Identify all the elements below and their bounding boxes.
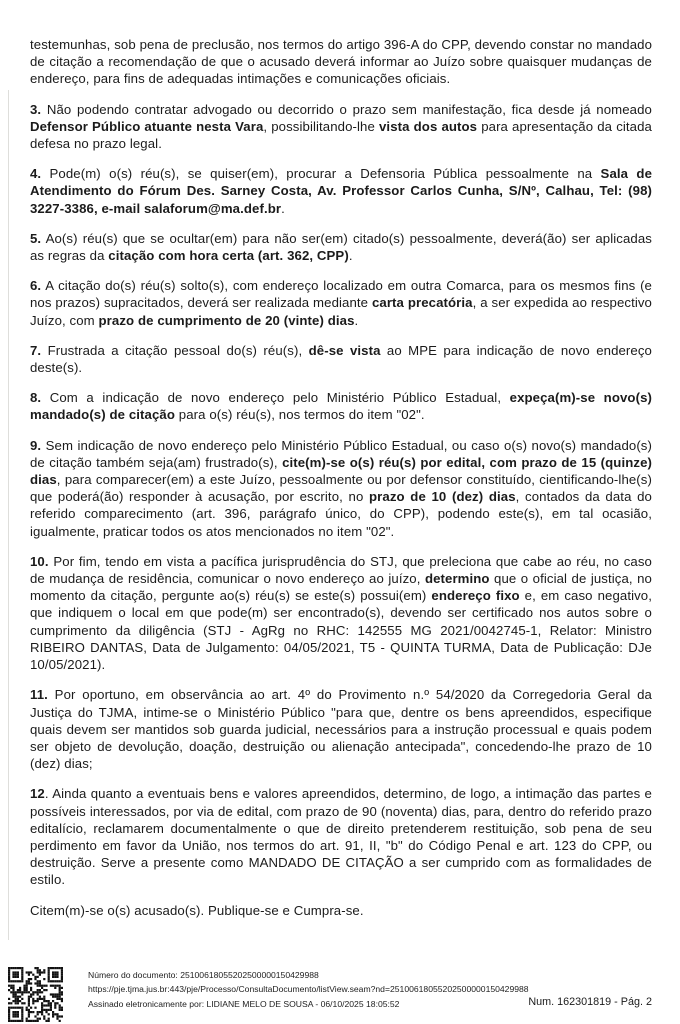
- paragraph: testemunhas, sob pena de preclusão, nos termos do artigo 396-A do CPP, devendo constar no mandado de citação a recomendação de que o acusado deverá informar ao Juízo sobre quaisquer mudanças de endereço, para fins de adequadas intimações e comunicações oficiais.: [30, 37, 652, 87]
- paragraph: 4. Pode(m) o(s) réu(s), se quiser(em), procurar a Defensoria Pública pessoalmente na Sala de Atendimento do Fórum Des. Sarney Costa, Av. Professor Carlos Cunha, S/Nº, Calhau, Tel: (98) 3227-3386, e-mail salaforum@ma.def.br.: [30, 166, 652, 216]
- scan-edge-line: [8, 90, 9, 940]
- paragraph: 8. Com a indicação de novo endereço pelo Ministério Público Estadual, expeça(m)-se novo(s) mandado(s) de citação para o(s) réu(s), nos termos do item "02".: [30, 390, 652, 423]
- paragraph: 6. A citação do(s) réu(s) solto(s), com endereço localizado em outra Comarca, para os mesmos fins (e nos prazos) supracitados, deverá ser realizada mediante carta precatória, a ser expedida ao respectivo Juízo, com prazo de cumprimento de 20 (vinte) dias.: [30, 278, 652, 328]
- paragraph: 10. Por fim, tendo em vista a pacífica jurisprudência do STJ, que preleciona que cabe ao réu, no caso de mudança de residência, comunicar o novo endereço ao juízo, determino que o oficial de justiça, no momento da citação, pergunte ao(s) réu(s) se este(s) possui(em) endereço fixo e, em caso negativo, que indiquem o local em que pode(m) ser encontrado(s), devendo ser certificado nos autos sobre o cumprimento da diligência (STJ - AgRg no RHC: 142555 MG 2021/0042745-1, Relator: Ministro RIBEIRO DANTAS, Data de Julgamento: 04/05/2021, T5 - QUINTA TURMA, Data de Publicação: DJe 10/05/2021).: [30, 553, 653, 673]
- paragraph: 12. Ainda quanto a eventuais bens e valores apreendidos, determino, de logo, a intimação das partes e possíveis interessados, por via de edital, com prazo de 90 (noventa) dias, para, dentro do referido prazo editalício, reclamarem documentalmente o que de direito pretenderem restituição, sob pena de seu perdimento em favor da União, nos termos do art. 91, II, "b" do Código Penal e art. 123 do CPP, ou destruição. Serve a presente como MANDADO DE CITAÇÃO a ser cumprido com as formalidades de estilo.: [30, 786, 652, 888]
- document-number: Número do documento: 25100618055202500000150429988: [88, 970, 319, 980]
- signature-meta: [88, 968, 529, 1011]
- paragraph: 3. Não podendo contratar advogado ou decorrido o prazo sem manifestação, fica desde já nomeado Defensor Público atuante nesta Vara, possibilitando-lhe vista dos autos para apresentação da citada defesa no prazo legal.: [30, 101, 652, 152]
- paragraph: 5. Ao(s) réu(s) que se ocultar(em) para não ser(em) citado(s) pessoalmente, deverá(ão) ser aplicadas as regras da citação com hora certa (art. 362, CPP).: [30, 230, 652, 264]
- paragraph: 11. Por oportuno, em observância ao art. 4º do Provimento n.º 54/2020 da Corregedoria Geral da Justiça do TJMA, intime-se o Ministério Público "para que, dentre os bens apreendidos, especifique quais devem ser mantidos sob guarda judicial, necessários para a instrução processual e quais podem ser objeto de devolução, doação, destruição ou alienação antecipada", concedendo-lhe prazo de 10 (dez) dias;: [30, 687, 652, 772]
- page-number: Num. 162301819 - Pág. 2: [528, 996, 652, 1008]
- document-footer: [8, 967, 529, 1022]
- paragraph: 9. Sem indicação de novo endereço pelo Ministério Público Estadual, ou caso o(s) novo(s) mandado(s) de citação também seja(am) frustrado(s), cite(m)-se o(s) réu(s) por edital, com prazo de 15 (quinze) dias, para comparecer(em) a este Juízo, pessoalmente ou por defensor constituído, cientificando-lhe(s) que poderá(ão) responder à acusação, por escrito, no prazo de 10 (dez) dias, contados da data do referido comparecimento (art. 396, parágrafo único, do CPP), podendo este(s), em tal ocasião, igualmente, praticar todos os atos mencionados no item "02".: [30, 437, 652, 539]
- paragraph: 7. Frustrada a citação pessoal do(s) réu(s), dê-se vista ao MPE para indicação de novo endereço deste(s).: [30, 342, 652, 376]
- signature-line: Assinado eletronicamente por: LIDIANE MELO DE SOUSA - 06/10/2025 18:05:52: [88, 998, 400, 1009]
- paragraph: Citem(m)-se o(s) acusado(s). Publique-se e Cumpra-se.: [30, 902, 364, 918]
- document-url: https://pje.tjma.jus.br:443/pje/Processo/ConsultaDocumento/listView.seam?nd=25100618055202500000150429988: [88, 984, 529, 995]
- qr-code-icon: [8, 967, 63, 1022]
- document-body: [30, 36, 652, 932]
